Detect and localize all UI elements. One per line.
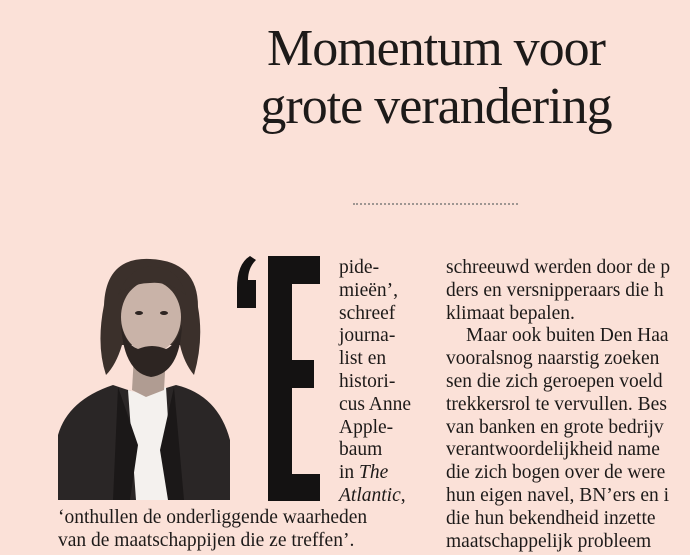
column-2-line: verantwoordelijkheid name xyxy=(446,439,660,461)
column-1-line: pide- xyxy=(339,257,380,278)
column-1-line: mieën’, xyxy=(339,279,399,301)
column-1-line: histori- xyxy=(339,370,396,392)
publication-name: The xyxy=(359,462,389,484)
column-2-line: trekkersrol te vervullen. Bes xyxy=(446,393,667,415)
column-2-line: maatschappelijk probleem xyxy=(446,530,652,552)
column-1-line xyxy=(339,462,411,485)
column-1-line: cus Anne xyxy=(339,393,412,415)
column-2-line: ders en versnipperaars die h xyxy=(446,279,664,301)
column-2-line: vooralsnog naarstig zoeken xyxy=(446,348,660,370)
column-1 xyxy=(339,257,411,508)
column-2-line: schreeuwd werden door de p xyxy=(446,257,671,278)
headline xyxy=(236,20,636,136)
column-2-line: die hun bekendheid inzette xyxy=(446,507,656,529)
publication-name: Atlantic xyxy=(339,484,401,506)
column-1-text: in xyxy=(339,462,360,484)
column-1-line: list en xyxy=(339,348,387,370)
column-2-line: klimaat bepalen. xyxy=(446,302,575,324)
column-1-line: baum xyxy=(339,439,383,461)
body-line: ‘onthullen de onderliggende waarheden xyxy=(58,507,368,528)
column-2-line: sen die zich geroepen voeld xyxy=(446,370,663,392)
column-2 xyxy=(446,257,670,553)
drop-cap xyxy=(234,256,324,501)
column-1-line: Apple- xyxy=(339,416,394,438)
column-2-line: Maar ook buiten Den Haa xyxy=(466,325,669,347)
headline-line-2: grote verandering xyxy=(260,78,612,135)
section-divider xyxy=(353,203,518,205)
column-1-line: journa- xyxy=(339,325,396,347)
body-fullwidth xyxy=(58,507,367,553)
column-1-text: , xyxy=(400,484,406,506)
column-1-line xyxy=(339,485,411,508)
body-line: van de maatschappijen die ze treffen’. xyxy=(58,529,355,551)
column-2-line: hun eigen navel, BN’ers en i xyxy=(446,484,670,506)
column-2-line: die zich bogen over de were xyxy=(446,462,666,484)
author-portrait xyxy=(58,245,232,500)
column-1-line: schreef xyxy=(339,302,396,324)
column-2-line: van banken en grote bedrijv xyxy=(446,416,664,438)
headline-line-1: Momentum voor xyxy=(267,20,605,77)
